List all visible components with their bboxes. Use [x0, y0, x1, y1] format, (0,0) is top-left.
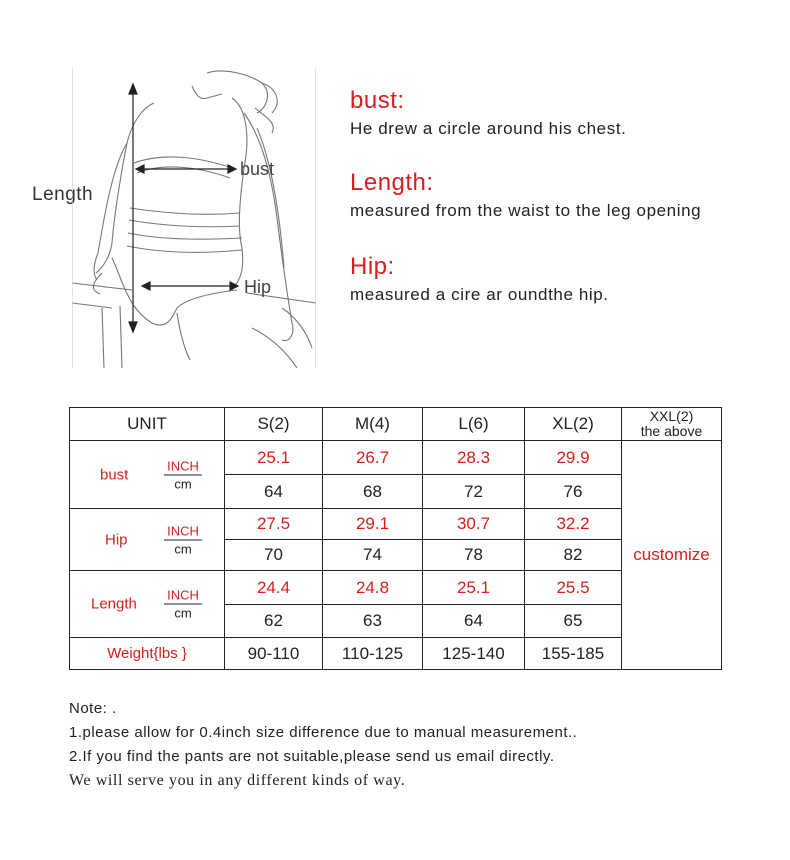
table-cell: 29.9 [525, 441, 622, 475]
table-header-row [70, 408, 722, 441]
table-cell: 64 [225, 475, 323, 509]
hip-description [350, 253, 609, 305]
notes-line-3: We will serve you in any different kinds of way. [69, 772, 406, 789]
table-cell: 62 [225, 605, 323, 638]
notes-line-2: 2.If you find the pants are not suitable,please send us email directly. [69, 748, 555, 765]
table-cell: 64 [423, 605, 525, 638]
table-cell: 29.1 [323, 509, 423, 540]
hip-figure-label: Hip [244, 277, 272, 297]
measure-name: bust [100, 466, 129, 483]
header-xl: XL(2) [525, 408, 622, 441]
table-cell: 70 [225, 540, 323, 571]
notes-title: Note: . [69, 700, 117, 717]
table-cell: 25.1 [225, 441, 323, 475]
table-cell: 30.7 [423, 509, 525, 540]
length-title: Length: [350, 169, 434, 196]
table-cell: 125-140 [423, 638, 525, 670]
table-cell: 63 [323, 605, 423, 638]
bodysuit-sketch [72, 68, 316, 368]
hip-text: measured a cire ar oundthe hip. [350, 285, 609, 304]
measure-name: Hip [105, 531, 128, 548]
unit-fraction: INCH cm [164, 523, 202, 556]
table-cell: 65 [525, 605, 622, 638]
table-cell: 82 [525, 540, 622, 571]
size-table [69, 407, 722, 670]
table-cell: 32.2 [525, 509, 622, 540]
table-row [70, 441, 722, 475]
table-cell: 78 [423, 540, 525, 571]
notes-section [69, 697, 577, 793]
table-cell: 28.3 [423, 441, 525, 475]
length-text: measured from the waist to the leg opening [350, 201, 702, 220]
table-cell: 27.5 [225, 509, 323, 540]
bust-text: He drew a circle around his chest. [350, 119, 627, 138]
table-cell: 24.4 [225, 571, 323, 605]
xxl-line1: XXL(2) [649, 408, 694, 424]
bust-title: bust: [350, 87, 405, 114]
row-label-length [70, 571, 225, 638]
table-cell: 25.1 [423, 571, 525, 605]
length-description [350, 169, 701, 221]
table-cell: 25.5 [525, 571, 622, 605]
customize-cell: customize [622, 441, 722, 670]
row-label-weight: Weight{lbs } [70, 638, 225, 670]
table-cell: 90-110 [225, 638, 323, 670]
header-m: M(4) [323, 408, 423, 441]
table-cell: 68 [323, 475, 423, 509]
row-label-bust [70, 441, 225, 509]
measure-name: Length [91, 595, 137, 613]
table-cell: 72 [423, 475, 525, 509]
hip-title: Hip: [350, 253, 395, 280]
table-cell: 110-125 [323, 638, 423, 670]
header-l: L(6) [423, 408, 525, 441]
table-cell: 76 [525, 475, 622, 509]
notes-line-1: 1.please allow for 0.4inch size difference due to manual measurement.. [69, 724, 578, 741]
header-xxl [622, 408, 722, 441]
bust-figure-label: bust [240, 159, 275, 179]
table-cell: 74 [323, 540, 423, 571]
xxl-line2: the above [640, 423, 703, 439]
bust-description [350, 87, 626, 139]
unit-fraction: INCH cm [164, 458, 202, 491]
table-cell: 155-185 [525, 638, 622, 670]
header-unit: UNIT [70, 408, 225, 441]
unit-fraction: INCH cm [164, 588, 202, 621]
header-s: S(2) [225, 408, 323, 441]
table-cell: 24.8 [323, 571, 423, 605]
row-label-hip [70, 509, 225, 571]
length-label: Length [32, 184, 94, 205]
table-cell: 26.7 [323, 441, 423, 475]
